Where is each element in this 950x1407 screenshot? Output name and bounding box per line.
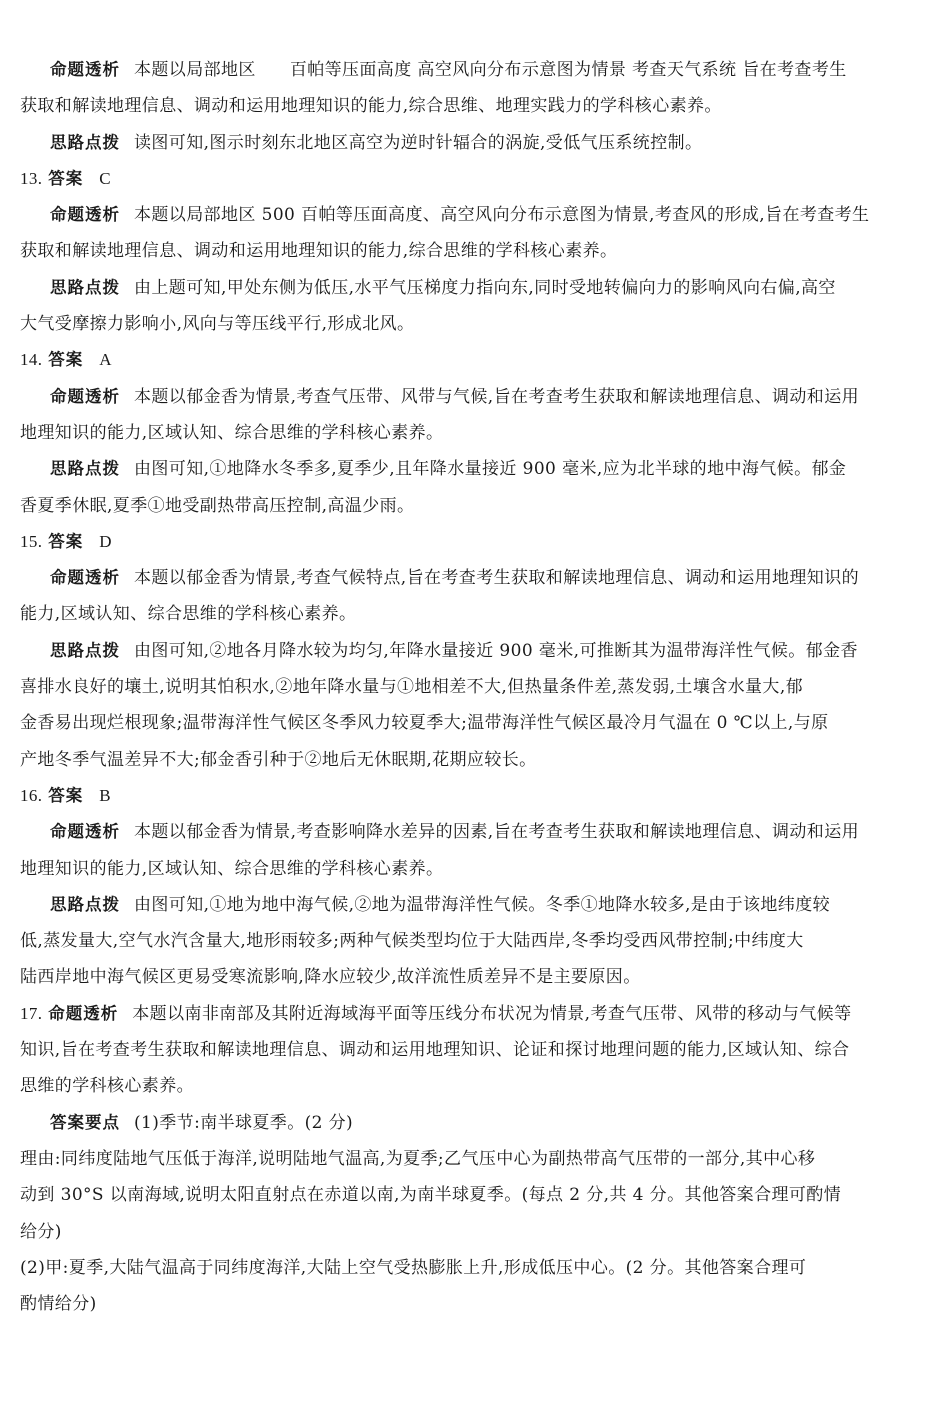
- q15-hint-text: 由图可知,②地各月降水较为均匀,年降水量接近 900 毫米,可推断其为温带海洋性气候。郁金香: [134, 640, 858, 661]
- q14-answer-line: [20, 342, 932, 378]
- q13-intro-text: 本题以局部地区 500 百帕等压面高度、高空风向分布示意图为情景,考查风的形成,旨在考查考生: [134, 205, 870, 226]
- q16-hint-text: 由图可知,①地为地中海气候,②地为温带海洋性气候。冬季①地降水较多,是由于该地纬度较: [134, 894, 831, 915]
- q16-intro-line-2: 地理知识的能力,区域认知、综合思维的学科核心素养。: [20, 858, 444, 879]
- answer-label: 答案: [48, 350, 84, 370]
- q15-intro-line-2: 能力,区域认知、综合思维的学科核心素养。: [20, 604, 357, 625]
- q16-intro-line: [20, 814, 932, 850]
- hint-label: 思路点拨: [50, 640, 120, 660]
- q17-key-text: (1)季节:南半球夏季。(2 分): [134, 1112, 354, 1133]
- q16-hint-line-3: 陆西岸地中海气候区更易受寒流影响,降水应较少,故洋流性质差异不是主要原因。: [20, 967, 641, 988]
- q15-hint-line-3: 金香易出现烂根现象;温带海洋性气候区冬季风力较夏季大;温带海洋性气候区最冷月气温在 0 ℃以上,与原: [20, 713, 829, 734]
- q12-intro-line: [20, 52, 932, 88]
- q15-hint-line: [20, 633, 932, 669]
- q12-intro-text-a: 本题以局部地区: [134, 60, 256, 80]
- q17-key-line-4: 给分): [20, 1221, 62, 1242]
- hint-label: 思路点拨: [50, 277, 120, 297]
- answer-value: A: [99, 350, 112, 370]
- answer-label: 答案: [48, 785, 84, 805]
- answer-value: C: [99, 168, 112, 188]
- q12-hint-line: [20, 125, 932, 161]
- answer-document: [20, 52, 932, 1322]
- q14-hint-text: 由图可知,①地降水冬季多,夏季少,且年降水量接近 900 毫米,应为北半球的地中海气候。郁金: [134, 459, 847, 480]
- q12-intro-text-b: 百帕等压面高度 高空风向分布示意图为情景 考查天气系统 旨在考查考生: [289, 60, 847, 80]
- q13-hint-line-2: 大气受摩擦力影响小,风向与等压线平行,形成北风。: [20, 314, 415, 335]
- q12-hint-text: 读图可知,图示时刻东北地区高空为逆时针辐合的涡旋,受低气压系统控制。: [134, 132, 703, 153]
- hint-label: 思路点拨: [50, 459, 120, 479]
- q17-intro-line-2: 知识,旨在考查考生获取和解读地理信息、调动和运用地理知识、论证和探讨地理问题的能力,区域认知、综合: [20, 1040, 850, 1061]
- q17-key-line: [20, 1105, 932, 1141]
- intro-label: 命题透析: [50, 386, 120, 406]
- q14-intro-line: [20, 379, 932, 415]
- intro-label: 命题透析: [50, 822, 120, 842]
- q15-answer-line: [20, 524, 932, 560]
- q17-intro-line-3: 思维的学科核心素养。: [20, 1076, 194, 1097]
- intro-label: 命题透析: [48, 1003, 119, 1023]
- q17-key-line-5: (2)甲:夏季,大陆气温高于同纬度海洋,大陆上空气受热膨胀上升,形成低压中心。(2 分。其他答案合理可: [20, 1257, 807, 1278]
- q15-hint-line-2: 喜排水良好的壤土,说明其怕积水,②地年降水量与①地相差不大,但热量条件差,蒸发弱,土壤含水量大,郁: [20, 677, 804, 698]
- q17-key-line-2: 理由:同纬度陆地气压低于海洋,说明陆地气温高,为夏季;乙气压中心为副热带高气压带的一部分,其中心移: [20, 1148, 816, 1169]
- question-number: 15.: [20, 531, 43, 551]
- question-number: 16.: [20, 785, 43, 805]
- q16-answer-line: [20, 778, 932, 814]
- q13-intro-line: [20, 197, 932, 233]
- q15-intro-text: 本题以郁金香为情景,考查气候特点,旨在考查考生获取和解读地理信息、调动和运用地理知识的: [134, 568, 860, 589]
- question-number: 14.: [20, 350, 43, 370]
- q15-hint-line-4: 产地冬季气温差异不大;郁金香引种于②地后无休眠期,花期应较长。: [20, 749, 537, 770]
- q12-intro-line-2: 获取和解读地理信息、调动和运用地理知识的能力,综合思维、地理实践力的学科核心素养。: [20, 96, 722, 117]
- q16-hint-line: [20, 887, 932, 923]
- q15-intro-line: [20, 560, 932, 596]
- key-points-label: 答案要点: [50, 1112, 120, 1132]
- q13-hint-text: 由上题可知,甲处东侧为低压,水平气压梯度力指向东,同时受地转偏向力的影响风向右偏,高空: [134, 277, 836, 298]
- q17-intro-text: 本题以南非南部及其附近海域海平面等压线分布状况为情景,考查气压带、风带的移动与气候等: [132, 1003, 852, 1024]
- q17-intro-line: [20, 996, 932, 1032]
- q14-hint-line-2: 香夏季休眠,夏季①地受副热带高压控制,高温少雨。: [20, 495, 415, 516]
- q13-answer-line: [20, 161, 932, 197]
- question-number: 17.: [20, 1003, 43, 1023]
- q14-hint-line: [20, 451, 932, 487]
- q17-key-line-3: 动到 30°S 以南海域,说明太阳直射点在赤道以南,为南半球夏季。(每点 2 分,共 4 分。其他答案合理可酌情: [20, 1185, 842, 1206]
- q17-key-line-6: 酌情给分): [20, 1294, 97, 1315]
- hint-label: 思路点拨: [50, 132, 120, 152]
- intro-label: 命题透析: [50, 60, 120, 79]
- intro-label: 命题透析: [50, 568, 120, 588]
- answer-value: B: [99, 785, 112, 805]
- q16-intro-text: 本题以郁金香为情景,考查影响降水差异的因素,旨在考查考生获取和解读地理信息、调动和运用: [134, 822, 860, 843]
- q13-hint-line: [20, 270, 932, 306]
- question-number: 13.: [20, 168, 43, 188]
- answer-label: 答案: [48, 531, 84, 551]
- q14-intro-text: 本题以郁金香为情景,考查气压带、风带与气候,旨在考查考生获取和解读地理信息、调动和运用: [134, 386, 860, 407]
- answer-value: D: [99, 531, 112, 551]
- answer-label: 答案: [48, 168, 84, 188]
- q16-hint-line-2: 低,蒸发量大,空气水汽含量大,地形雨较多;两种气候类型均位于大陆西岸,冬季均受西风带控制;中纬度大: [20, 931, 804, 952]
- intro-label: 命题透析: [50, 205, 120, 225]
- q14-intro-line-2: 地理知识的能力,区域认知、综合思维的学科核心素养。: [20, 422, 444, 443]
- hint-label: 思路点拨: [50, 894, 120, 914]
- q13-intro-line-2: 获取和解读地理信息、调动和运用地理知识的能力,综合思维的学科核心素养。: [20, 241, 618, 262]
